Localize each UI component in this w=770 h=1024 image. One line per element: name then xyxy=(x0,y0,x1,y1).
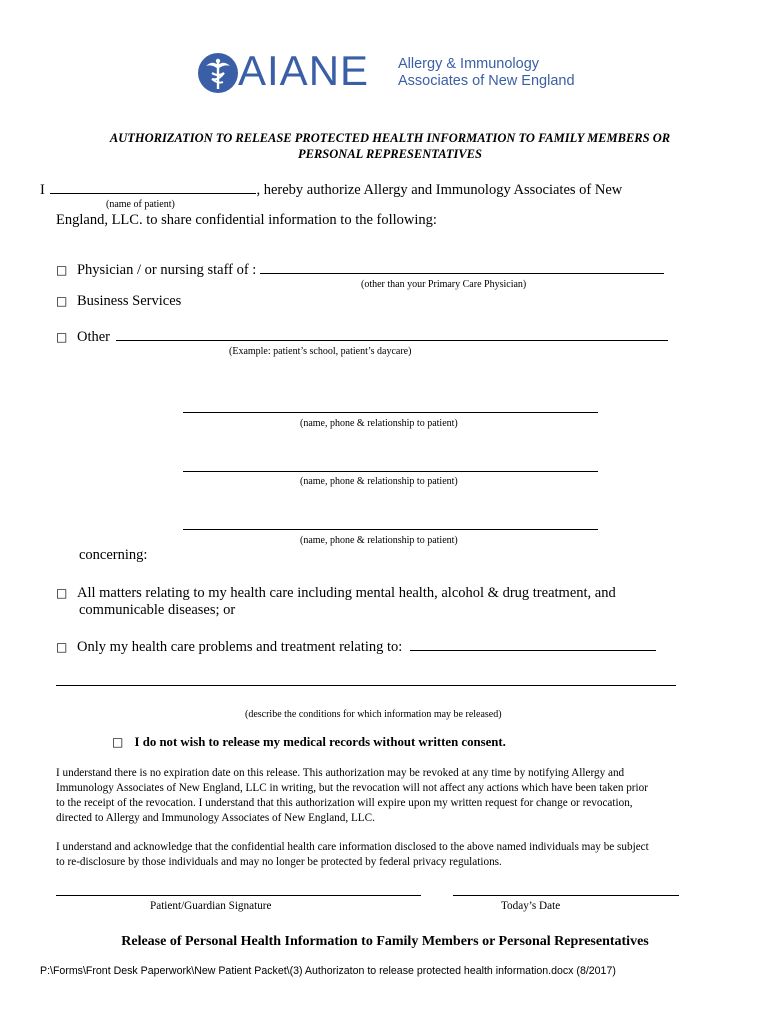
page-title xyxy=(40,130,740,162)
date-line[interactable] xyxy=(453,895,679,896)
option-only xyxy=(56,638,656,656)
option-physician xyxy=(56,261,664,279)
option-business xyxy=(56,293,181,310)
physician-label: Physician / or nursing staff of : xyxy=(76,262,257,278)
only-checkbox[interactable]: □ xyxy=(56,640,68,654)
no-release-option xyxy=(112,735,506,750)
contact-caption-2: (name, phone & relationship to patient) xyxy=(300,476,458,487)
all-matters-checkbox[interactable]: □ xyxy=(56,586,68,600)
describe-caption: (describe the conditions for which information may be released) xyxy=(245,709,502,720)
logo-name-line1: Allergy & Immunology xyxy=(398,56,540,72)
logo-name-line2: Associates of New England xyxy=(398,73,575,89)
logo-acronym: AIANE xyxy=(238,47,370,94)
only-label: Only my health care problems and treatment relating to: xyxy=(76,639,403,655)
business-checkbox[interactable]: □ xyxy=(56,294,68,308)
option-all-matters xyxy=(56,584,616,602)
other-field[interactable] xyxy=(116,328,668,341)
other-label: Other xyxy=(76,329,110,345)
intro-line2: England, LLC. to share confidential information to the following: xyxy=(56,212,437,228)
no-release-label: I do not wish to release my medical records without written consent. xyxy=(134,735,506,749)
contact-line-1[interactable] xyxy=(183,412,598,413)
signature-label: Patient/Guardian Signature xyxy=(150,900,272,912)
contact-line-2[interactable] xyxy=(183,471,598,472)
option-other xyxy=(56,328,668,346)
all-matters-line1: All matters relating to my health care including mental health, alcohol & drug treatment, and xyxy=(76,585,616,601)
only-field[interactable] xyxy=(410,638,656,651)
patient-name-field[interactable] xyxy=(50,181,256,194)
page-title-line1: AUTHORIZATION TO RELEASE PROTECTED HEALTH INFORMATION TO FAMILY MEMBERS OR xyxy=(109,131,671,145)
other-caption: (Example: patient’s school, patient’s daycare) xyxy=(229,346,412,357)
describe-line[interactable] xyxy=(56,685,676,686)
physician-caption: (other than your Primary Care Physician) xyxy=(361,279,527,290)
business-label: Business Services xyxy=(76,293,182,309)
date-label: Today’s Date xyxy=(501,900,561,912)
contact-caption-1: (name, phone & relationship to patient) xyxy=(300,418,458,429)
file-path: P:\Forms\Front Desk Paperwork\New Patient Packet\(3) Authorizaton to release protected health information.docx (8/2017) xyxy=(40,965,616,977)
all-matters-line2: communicable diseases; or xyxy=(79,602,236,618)
physician-field[interactable] xyxy=(260,261,664,274)
concerning-label: concerning: xyxy=(79,547,148,563)
patient-name-caption: (name of patient) xyxy=(106,199,175,210)
no-release-checkbox[interactable]: □ xyxy=(112,735,124,749)
signature-line[interactable] xyxy=(56,895,421,896)
footer-title: Release of Personal Health Information to Family Members or Personal Representatives xyxy=(121,934,649,949)
page-title-line2: PERSONAL REPRESENTATIVES xyxy=(298,147,482,161)
paragraph-revocation: I understand there is no expiration date on this release. This authorization may be revoked at any time by notifying Allergy and Immunology Associates of New England, LLC in writing, but the revocation will not affect any actions which have been taken prior to the receipt of the revocation. I understand that this authorization will expire upon my written request for change or revocation, directed to Allergy and Immunology Associates of New England, LLC. xyxy=(56,767,648,824)
paragraph-redisclosure: I understand and acknowledge that the confidential health care information disclosed to the above named individuals may be subject to re-disclosure by those individuals and may no longer be protected by federal privacy regulations. xyxy=(56,841,649,868)
logo xyxy=(196,47,576,96)
contact-line-3[interactable] xyxy=(183,529,598,530)
contact-caption-3: (name, phone & relationship to patient) xyxy=(300,535,458,546)
caduceus-icon xyxy=(196,51,240,95)
physician-checkbox[interactable]: □ xyxy=(56,263,68,277)
intro-line1: I , hereby authorize Allergy and Immunology Associates of New xyxy=(40,182,623,198)
other-checkbox[interactable]: □ xyxy=(56,330,68,344)
